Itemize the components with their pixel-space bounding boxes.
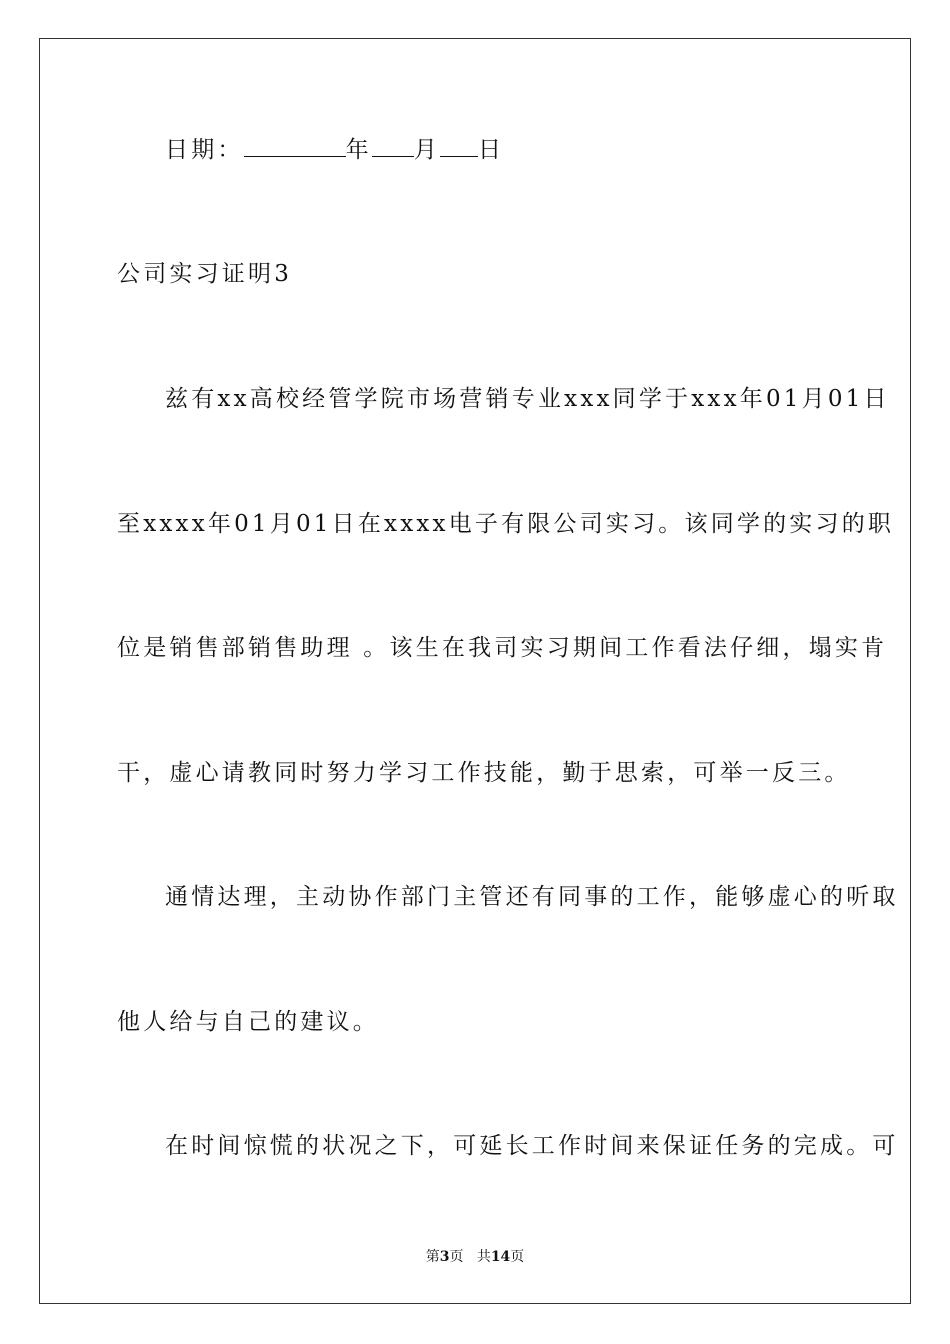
year-label: 年 [345, 137, 372, 163]
section-heading: 公司实习证明3 [117, 261, 293, 287]
page-border [39, 38, 911, 1304]
month-label: 月 [413, 137, 441, 163]
date-label: 日期： [165, 137, 244, 163]
paragraph-line: 干，虚心请教同时努力学习工作技能，勤于思索，可举一反三。 [117, 760, 851, 786]
paragraph-line: 通情达理，主动协作部门主管还有同事的工作，能够虚心的听取 [165, 884, 899, 910]
day-blank [440, 134, 478, 157]
year-blank [244, 134, 346, 157]
month-blank [372, 134, 414, 157]
total-page-count: 14 [490, 1249, 511, 1265]
paragraph-line: 在时间惊慌的状况之下，可延长工作时间来保证任务的完成。可 [165, 1133, 899, 1159]
paragraph-line: 他人给与自己的建议。 [117, 1009, 379, 1035]
paragraph-line: 位是销售部销售助理 。该生在我司实习期间工作看法仔细，塌实肯 [117, 635, 888, 661]
day-label: 日 [478, 137, 505, 163]
current-page-number: 3 [439, 1249, 450, 1265]
paragraph-line: 兹有xx高校经管学院市场营销专业xxx同学于xxx年01月01日 [165, 386, 890, 412]
paragraph-line: 至xxxx年01月01日在xxxx电子有限公司实习。该同学的实习的职 [117, 511, 895, 537]
date-line [165, 134, 504, 165]
page-footer: 第3页 共14页 [425, 1249, 525, 1265]
